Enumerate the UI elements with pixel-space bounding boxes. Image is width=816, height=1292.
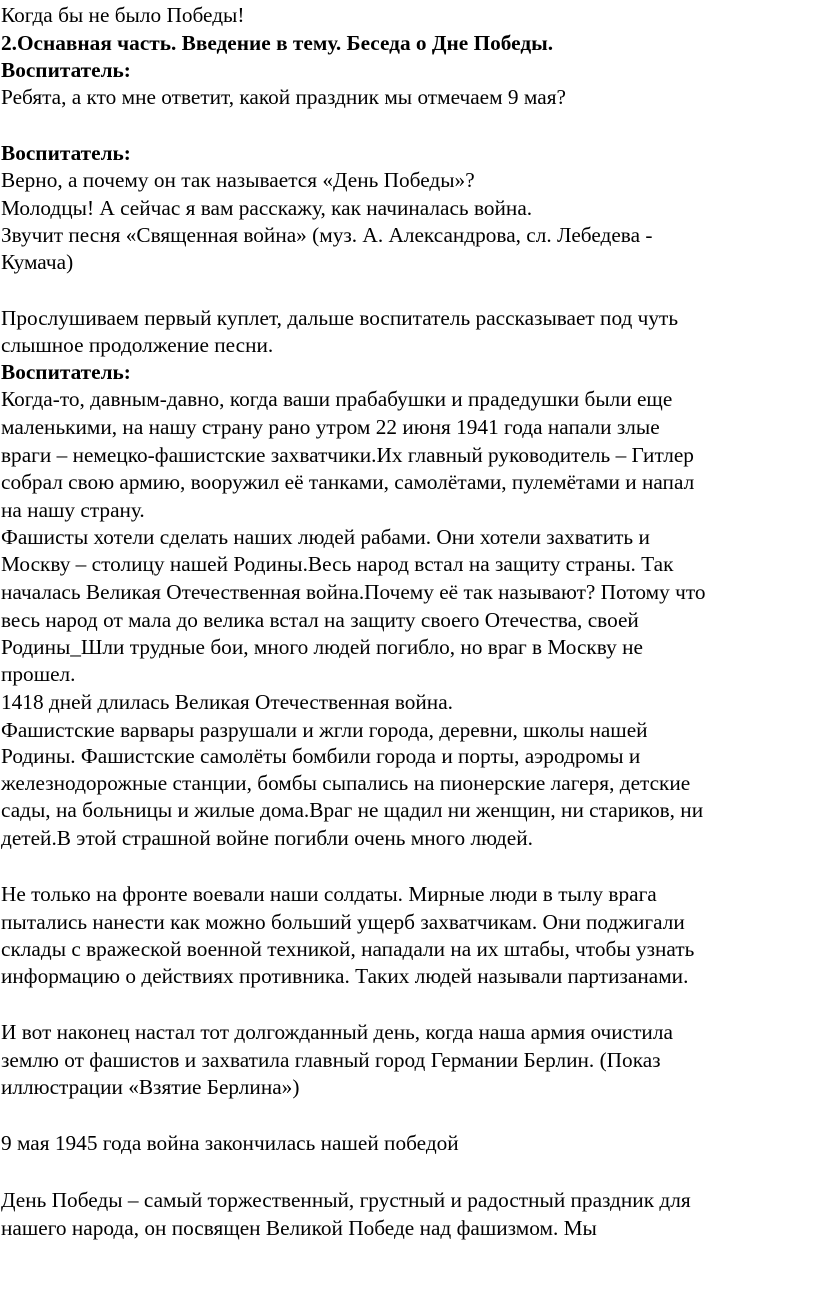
heading-line: Воспитатель: [1,360,131,384]
text-line: сады, на больницы и жилые дома.Враг не щадил ни женщин, ни стариков, ни [1,798,704,822]
text-line: детей.В этой страшной войне погибли очень много людей. [1,826,533,850]
text-line: Родины_Шли трудные бои, много людей погибло, но враг в Москву не [1,635,643,659]
text-line: на нашу страну. [1,498,145,522]
text-line: И вот наконец настал тот долгожданный день, когда наша армия очистила [1,1020,673,1044]
text-line: нашего народа, он посвящен Великой Победе над фашизмом. Мы [1,1216,597,1240]
text-line: землю от фашистов и захватила главный город Германии Берлин. (Показ [1,1048,661,1072]
text-line: слышное продолжение песни. [1,333,274,357]
text-line: Молодцы! А сейчас я вам расскажу, как начиналась война. [1,196,533,220]
text-line: Фашисты хотели сделать наших людей рабами. Они хотели захватить и [1,525,650,549]
text-line: железнодорожные станции, бомбы сыпались на пионерские лагеря, детские [1,771,691,795]
text-line: Когда бы не было Победы! [1,3,245,27]
text-line: Кумача) [1,250,74,274]
text-line: весь народ от мала до велика встал на защиту своего Отечества, своей [1,608,639,632]
text-line: Не только на фронте воевали наши солдаты. Мирные люди в тылу врага [1,882,657,906]
text-line: Москву – столицу нашей Родины.Весь народ встал на защиту страны. Так [1,552,674,576]
text-line: началась Великая Отечественная война.Почему её так называют? Потому что [1,580,706,604]
text-line: пытались нанести как можно больший ущерб захватчикам. Они поджигали [1,910,685,934]
text-line: 9 мая 1945 года война закончилась нашей победой [1,1131,459,1155]
heading-line: 2.Оснавная часть. Введение в тему. Беседа о Дне Победы. [1,31,554,55]
text-line: маленькими, на нашу страну рано утром 22 июня 1941 года напали злые [1,415,660,439]
text-line: Прослушиваем первый куплет, дальше воспитатель рассказывает под чуть [1,306,679,330]
text-line: Когда-то, давным-давно, когда ваши прабабушки и прадедушки были еще [1,387,673,411]
text-line: 1418 дней длилась Великая Отечественная война. [1,690,453,714]
text-line: Родины. Фашистские самолёты бомбили города и порты, аэродромы и [1,744,641,768]
text-line: информацию о действиях противника. Таких людей называли партизанами. [1,964,689,988]
text-line: Звучит песня «Священная война» (муз. А. Александрова, сл. Лебедева - [1,223,653,247]
text-line: Верно, а почему он так называется «День Победы»? [1,168,475,192]
heading-line: Воспитатель: [1,58,131,82]
text-line: Фашистские варвары разрушали и жгли города, деревни, школы нашей [1,718,648,742]
text-line: склады с вражеской военной техникой, нападали на их штабы, чтобы узнать [1,937,695,961]
text-line: собрал свою армию, вооружил её танками, самолётами, пулемётами и напал [1,470,695,494]
text-line: День Победы – самый торжественный, грустный и радостный праздник для [1,1188,691,1212]
text-line: иллюстрации «Взятие Берлина») [1,1075,300,1099]
heading-line: Воспитатель: [1,141,131,165]
text-line: враги – немецко-фашистские захватчики.Их главный руководитель – Гитлер [1,443,694,467]
text-line: прошел. [1,662,76,686]
text-line: Ребята, а кто мне ответит, какой праздник мы отмечаем 9 мая? [1,85,566,109]
